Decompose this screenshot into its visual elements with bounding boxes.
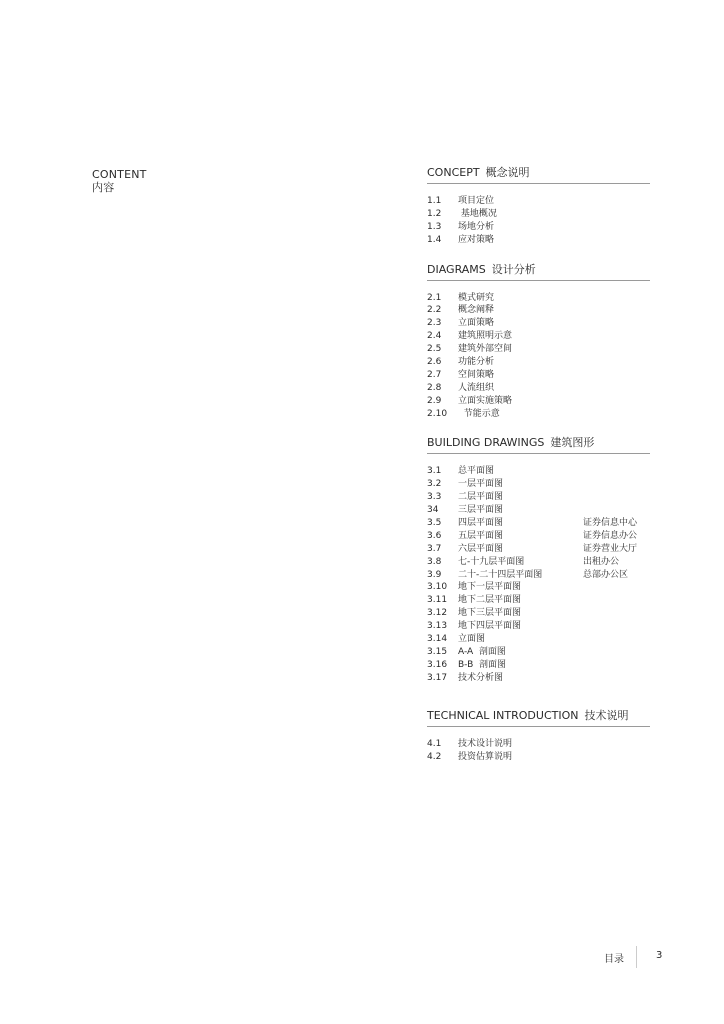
entry-number: 3.13 <box>427 621 448 632</box>
entry-note: 证券营业大厅 <box>583 543 638 554</box>
toc-entry <box>427 195 650 208</box>
entry-label: 基地概况 <box>458 208 497 219</box>
entry-label: 五层平面图 <box>458 530 504 541</box>
entry-label: 立面图 <box>458 634 486 645</box>
toc-entry <box>427 517 650 530</box>
section-spacer <box>427 685 650 709</box>
entry-number: 2.10 <box>427 408 448 419</box>
entry-label: 地下二层平面图 <box>458 595 522 606</box>
entry-number: 2.5 <box>427 344 442 355</box>
entry-number: 3.1 <box>427 466 442 477</box>
entry-label: 场地分析 <box>458 221 495 232</box>
entry-number: 4.2 <box>427 751 442 762</box>
toc-section <box>427 166 650 247</box>
entry-label: 地下四层平面图 <box>458 621 522 632</box>
toc-entry <box>427 659 650 672</box>
entry-number: 3.7 <box>427 543 442 554</box>
entry-label: 应对策略 <box>458 234 495 245</box>
section-heading <box>427 263 650 281</box>
entry-label: 地下一层平面图 <box>458 582 522 593</box>
entry-number: 3.9 <box>427 569 442 580</box>
entry-number: 3.2 <box>427 479 442 490</box>
entry-label: 七-十九层平面图 <box>458 556 525 567</box>
entry-number: 34 <box>427 505 439 516</box>
section-items <box>427 738 650 764</box>
toc-entry <box>427 478 650 491</box>
entry-label: 六层平面图 <box>458 543 504 554</box>
section-title-en: TECHNICAL INTRODUCTION <box>427 708 579 722</box>
section-title-en: CONCEPT <box>427 166 480 179</box>
toc-section <box>427 709 650 764</box>
toc-sections <box>427 166 650 763</box>
toc-entry <box>427 343 650 356</box>
entry-number: 3.3 <box>427 492 442 503</box>
toc-entry <box>427 530 650 543</box>
entry-number: 3.11 <box>427 595 448 606</box>
entry-number: 1.1 <box>427 196 442 206</box>
entry-number: 1.2 <box>427 208 442 219</box>
entry-number: 3.8 <box>427 556 442 567</box>
entry-label: 模式研究 <box>458 292 495 303</box>
section-heading <box>427 436 650 454</box>
page-footer <box>598 946 678 968</box>
footer-divider <box>636 946 637 968</box>
toc-entry <box>427 594 650 607</box>
page-number: 3 <box>656 950 663 961</box>
toc-entry <box>427 369 650 382</box>
entry-label: 地下三层平面图 <box>458 608 522 619</box>
entry-number: 3.16 <box>427 659 448 670</box>
toc-entry <box>427 491 650 504</box>
entry-number: 2.4 <box>427 331 442 342</box>
entry-number: 3.6 <box>427 530 442 541</box>
entry-number: 2.1 <box>427 292 442 303</box>
toc-entry <box>427 672 650 685</box>
toc-entry <box>427 356 650 369</box>
toc-entry <box>427 395 650 408</box>
entry-label: 建筑外部空间 <box>458 344 513 355</box>
section-title-zh: 概念说明 <box>485 166 530 179</box>
entry-label: 一层平面图 <box>458 479 504 490</box>
toc-entry <box>427 543 650 556</box>
toc-entry <box>427 317 650 330</box>
entry-number: 2.8 <box>427 382 442 393</box>
entry-label: 人流组织 <box>458 382 495 393</box>
section-title-zh: 建筑图形 <box>550 436 595 450</box>
toc-entry <box>427 738 650 751</box>
entry-label: 概念阐释 <box>458 305 495 316</box>
entry-label: 节能示意 <box>458 408 500 419</box>
toc-entry <box>427 620 650 633</box>
content-title-en: CONTENT <box>92 168 147 181</box>
entry-label: 立面实施策略 <box>458 395 513 406</box>
toc-entry <box>427 581 650 594</box>
section-title-en: DIAGRAMS <box>427 262 486 276</box>
entry-label: 技术设计说明 <box>458 738 513 749</box>
entry-note: 出租办公 <box>583 556 620 567</box>
entry-label: 功能分析 <box>458 357 495 368</box>
toc-entry <box>427 465 650 478</box>
section-heading <box>427 709 650 727</box>
toc-entry <box>427 234 650 247</box>
table-of-contents <box>427 166 650 763</box>
entry-label: 项目定位 <box>458 196 495 206</box>
section-heading <box>427 166 650 184</box>
entry-label: A-A 剖面图 <box>458 646 506 657</box>
entry-number: 3.17 <box>427 672 448 683</box>
entry-number: 3.14 <box>427 634 448 645</box>
section-spacer <box>427 247 650 263</box>
entry-number: 4.1 <box>427 738 442 749</box>
toc-entry <box>427 330 650 343</box>
toc-entry <box>427 633 650 646</box>
entry-label: 投资估算说明 <box>458 751 513 762</box>
section-spacer <box>427 420 650 436</box>
entry-number: 1.3 <box>427 221 442 232</box>
content-heading <box>92 168 147 194</box>
toc-section <box>427 436 650 684</box>
entry-label: 建筑照明示意 <box>458 331 513 342</box>
toc-entry <box>427 607 650 620</box>
toc-entry <box>427 304 650 317</box>
entry-number: 1.4 <box>427 234 442 245</box>
entry-label: 空间策略 <box>458 369 495 380</box>
toc-entry <box>427 208 650 221</box>
toc-entry <box>427 292 650 305</box>
section-title-en: BUILDING DRAWINGS <box>427 436 545 450</box>
entry-label: 三层平面图 <box>458 505 504 516</box>
entry-note: 总部办公区 <box>583 569 629 580</box>
toc-entry <box>427 556 650 569</box>
entry-note: 证券信息中心 <box>583 518 638 529</box>
toc-section <box>427 263 650 421</box>
entry-number: 2.3 <box>427 318 442 329</box>
entry-number: 3.15 <box>427 646 448 657</box>
entry-number: 3.10 <box>427 582 448 593</box>
toc-entry <box>427 221 650 234</box>
entry-label: 总平面图 <box>458 466 495 477</box>
section-items <box>427 292 650 421</box>
section-items <box>427 465 650 684</box>
toc-entry <box>427 646 650 659</box>
section-items <box>427 195 650 247</box>
entry-label: 二十-二十四层平面图 <box>458 569 543 580</box>
section-title-zh: 技术说明 <box>584 708 629 722</box>
entry-number: 2.7 <box>427 369 442 380</box>
content-title-zh: 内容 <box>92 181 115 194</box>
toc-entry <box>427 504 650 517</box>
entry-label: 二层平面图 <box>458 492 504 503</box>
entry-number: 2.2 <box>427 305 442 316</box>
entry-note: 证券信息办公 <box>583 530 638 541</box>
entry-number: 3.5 <box>427 518 442 529</box>
entry-number: 2.6 <box>427 357 442 368</box>
footer-label: 目录 <box>604 954 624 965</box>
entry-number: 2.9 <box>427 395 442 406</box>
toc-entry <box>427 382 650 395</box>
toc-entry <box>427 569 650 582</box>
entry-label: 四层平面图 <box>458 518 504 529</box>
toc-entry <box>427 751 650 764</box>
entry-number: 3.12 <box>427 608 448 619</box>
entry-label: B-B 剖面图 <box>458 659 506 670</box>
entry-label: 技术分析图 <box>458 672 504 683</box>
section-title-zh: 设计分析 <box>491 262 536 276</box>
entry-label: 立面策略 <box>458 318 495 329</box>
toc-entry <box>427 408 650 421</box>
